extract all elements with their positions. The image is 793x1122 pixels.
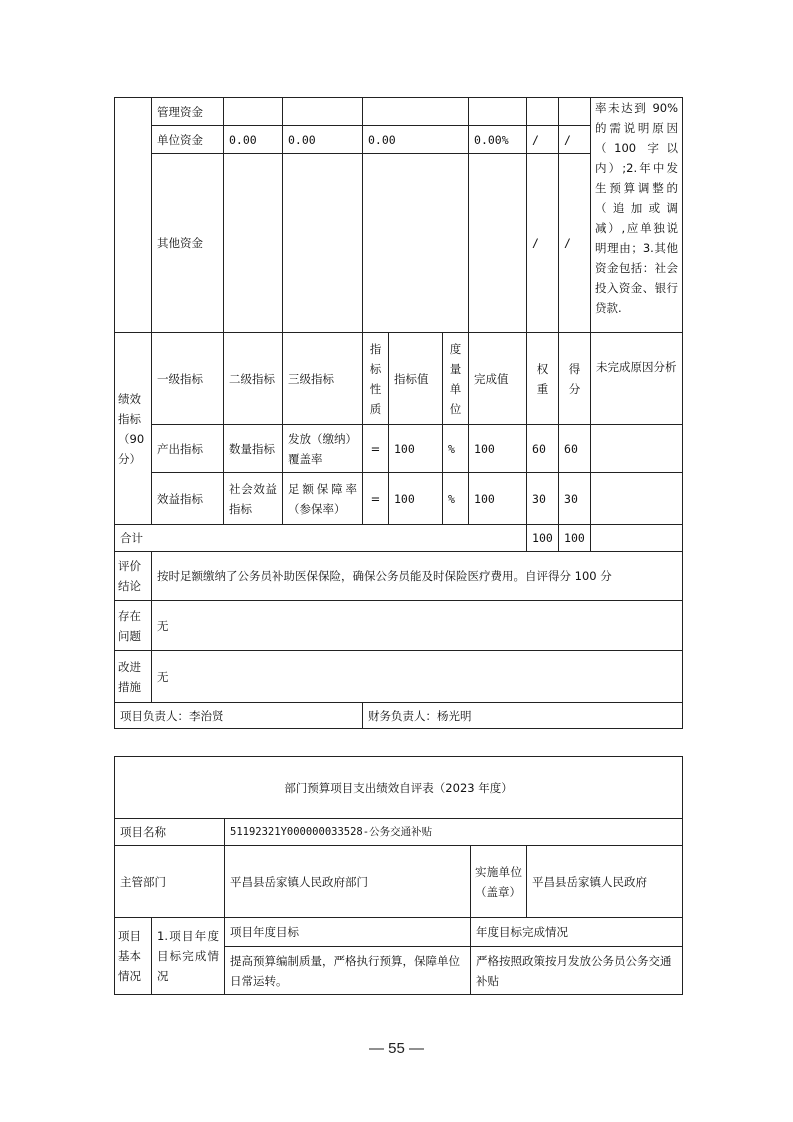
indicator-target: 100 (389, 425, 443, 473)
issues-row (115, 601, 683, 651)
issues-label: 存在问题 (115, 601, 152, 651)
indicator-actual: 100 (469, 425, 527, 473)
indicator-row (115, 473, 683, 525)
project-lead: 项目负责人：李治贤 (115, 703, 363, 729)
indicator-level2: 社会效益指标 (224, 473, 283, 525)
conclusion-text: 按时足额缴纳了公务员补助医保保险，确保公务员能及时保险医疗费用。自评得分 100 分 (152, 552, 683, 601)
funding-label: 其他资金 (152, 154, 224, 333)
indicator-actual: 100 (469, 473, 527, 525)
issues-text: 无 (152, 601, 683, 651)
project-name-value: 51192321Y000000033528-公务交通补贴 (225, 819, 683, 846)
self-evaluation-form (114, 756, 683, 995)
improve-text: 无 (152, 651, 683, 703)
department-value: 平昌县岳家镇人民政府部门 (225, 846, 471, 918)
performance-table (114, 97, 683, 729)
indicator-nature: = (363, 473, 389, 525)
funding-value: 0.00 (363, 126, 469, 154)
total-label: 合计 (115, 525, 527, 552)
funding-row (115, 98, 683, 126)
conclusion-row (115, 552, 683, 601)
funding-label: 单位资金 (152, 126, 224, 154)
header-actual: 完成值 (469, 333, 527, 425)
indicator-weight: 60 (527, 425, 559, 473)
funding-weight: / (527, 154, 559, 333)
funding-rate (469, 154, 527, 333)
header-weight: 权重 (527, 333, 559, 425)
indicator-level3: 足额保障率（参保率） (283, 473, 363, 525)
improve-label: 改进措施 (115, 651, 152, 703)
funding-value (283, 98, 363, 126)
implementer-label: 实施单位（盖章） (471, 846, 527, 918)
page-number: — 55 — (368, 1040, 425, 1057)
funding-score: / (559, 154, 591, 333)
funding-label: 管理资金 (152, 98, 224, 126)
indicator-level2: 数量指标 (224, 425, 283, 473)
indicator-header-row (115, 333, 683, 425)
annual-goal-header: 项目年度目标 (225, 918, 471, 947)
funding-note: 率未达到 90% 的需说明原因（100 字以内）;2.年中发生预算调整的（追加或调减）,应单独说明理由；3.其他资金包括：社会投入资金、银行贷款. (591, 98, 683, 333)
funding-weight: / (527, 126, 559, 154)
indicator-level1: 效益指标 (152, 473, 224, 525)
form-title-row (115, 757, 683, 819)
form-title: 部门预算项目支出绩效自评表（2023 年度） (115, 757, 683, 819)
indicator-unit: % (443, 473, 469, 525)
total-weight: 100 (527, 525, 559, 552)
completion-text: 严格按照政策按月发放公务员公务交通补贴 (471, 947, 683, 995)
indicator-level1: 产出指标 (152, 425, 224, 473)
funding-value: 0.00 (283, 126, 363, 154)
indicator-score: 30 (559, 473, 591, 525)
funding-score: / (559, 126, 591, 154)
funding-value (224, 154, 283, 333)
funding-value: 0.00 (224, 126, 283, 154)
funding-rate (469, 98, 527, 126)
header-nature: 指标性质 (363, 333, 389, 425)
indicator-section-label: 绩效指标（90分） (115, 333, 152, 525)
indicator-nature: = (363, 425, 389, 473)
annual-goal-text: 提高预算编制质量，严格执行预算，保障单位日常运转。 (225, 947, 471, 995)
funding-value (363, 98, 469, 126)
project-name-row (115, 819, 683, 846)
indicator-unit: % (443, 425, 469, 473)
header-level2: 二级指标 (224, 333, 283, 425)
indicator-weight: 30 (527, 473, 559, 525)
header-level3: 三级指标 (283, 333, 363, 425)
conclusion-label: 评价结论 (115, 552, 152, 601)
signature-row (115, 703, 683, 729)
funding-score (559, 98, 591, 126)
funding-value (363, 154, 469, 333)
finance-lead: 财务负责人：杨光明 (363, 703, 683, 729)
indicator-level3: 发放（缴纳）覆盖率 (283, 425, 363, 473)
header-unit: 度量单位 (443, 333, 469, 425)
indicator-row (115, 425, 683, 473)
completion-header: 年度目标完成情况 (471, 918, 683, 947)
project-name-label: 项目名称 (115, 819, 225, 846)
funding-group-cell (115, 98, 152, 333)
basic-info-label: 项目基本情况 (115, 918, 152, 995)
header-level1: 一级指标 (152, 333, 224, 425)
header-score: 得分 (559, 333, 591, 425)
total-reason (591, 525, 683, 552)
indicator-reason (591, 425, 683, 473)
indicator-score: 60 (559, 425, 591, 473)
implementer-value: 平昌县岳家镇人民政府 (527, 846, 683, 918)
header-target: 指标值 (389, 333, 443, 425)
improve-row (115, 651, 683, 703)
funding-value (283, 154, 363, 333)
total-row (115, 525, 683, 552)
funding-rate: 0.00% (469, 126, 527, 154)
goal-header-row (115, 918, 683, 947)
goal-completion-label: 1.项目年度目标完成情况 (152, 918, 225, 995)
total-score: 100 (559, 525, 591, 552)
funding-value (224, 98, 283, 126)
indicator-reason (591, 473, 683, 525)
department-row (115, 846, 683, 918)
funding-weight (527, 98, 559, 126)
indicator-target: 100 (389, 473, 443, 525)
header-reason: 未完成原因分析 (591, 333, 683, 425)
department-label: 主管部门 (115, 846, 225, 918)
